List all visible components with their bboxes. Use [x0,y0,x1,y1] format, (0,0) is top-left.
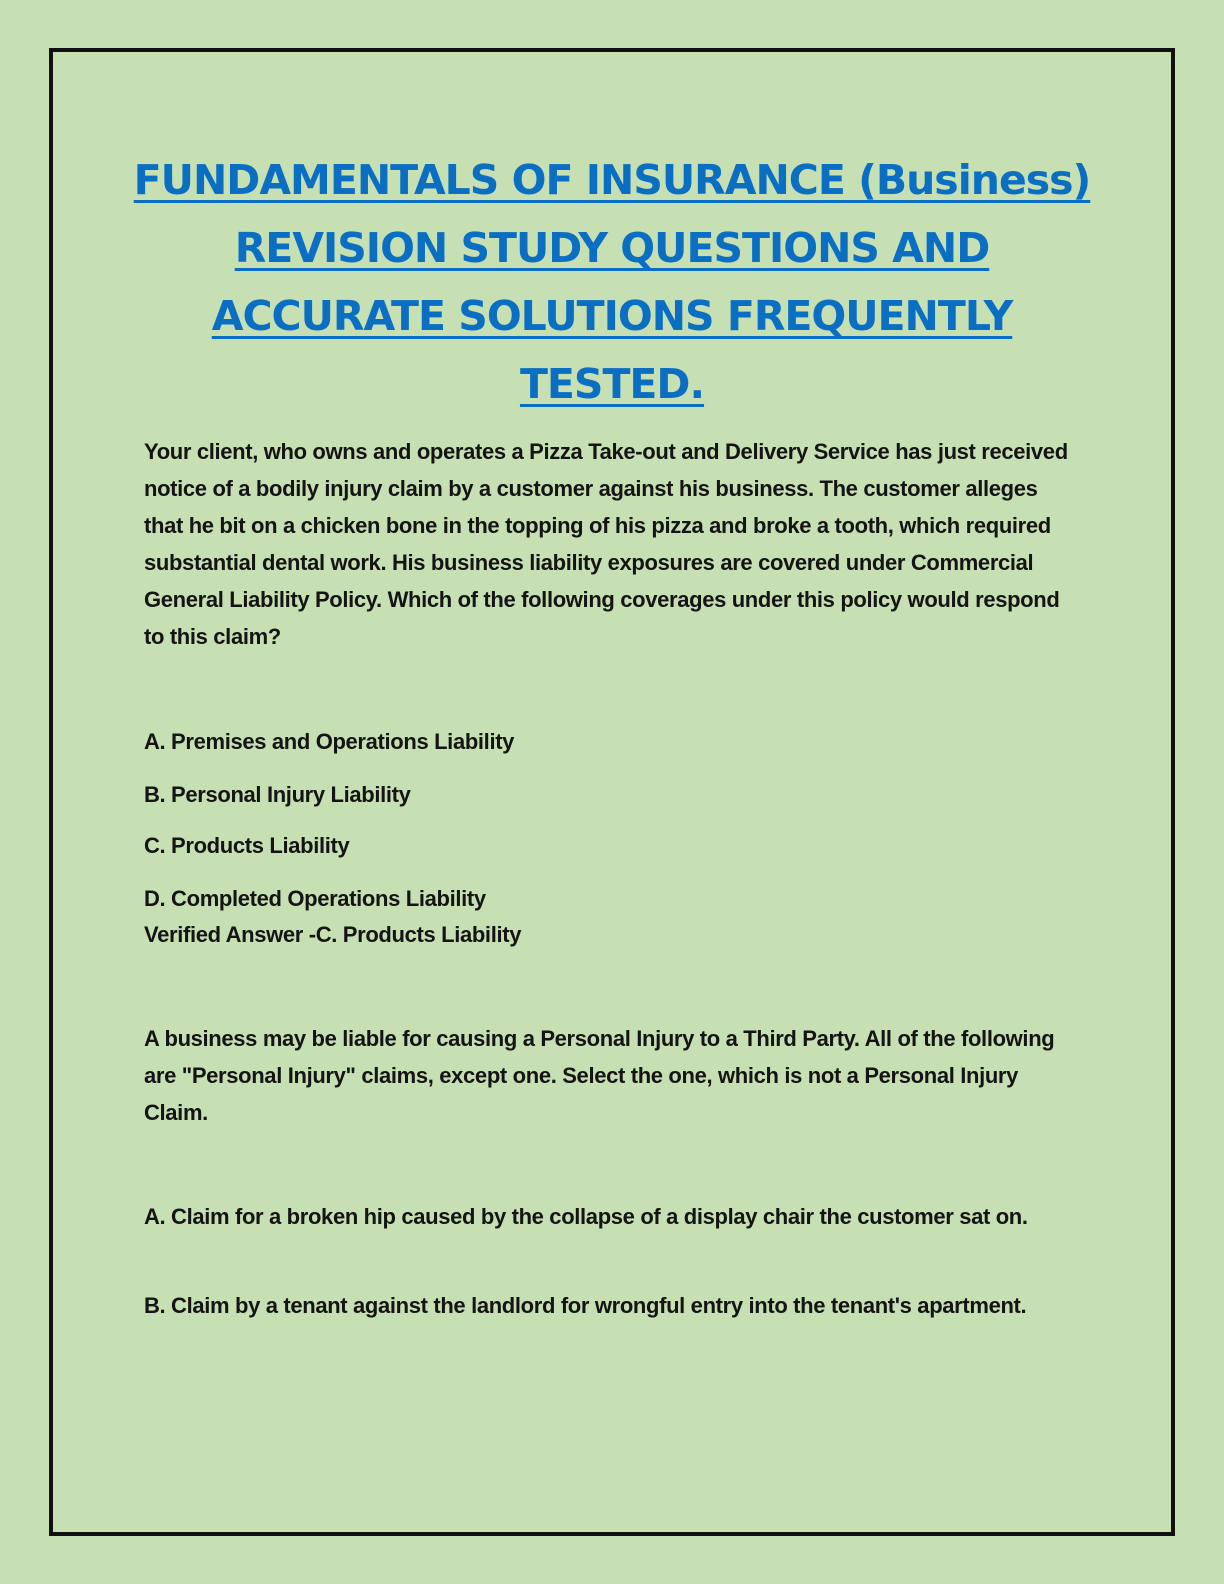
question-1-option-d: D. Completed Operations Liability [144,886,486,911]
title-line-1: FUNDAMENTALS OF INSURANCE (Business) [133,156,1091,204]
question-1-answer: Verified Answer -C. Products Liability [144,922,522,947]
question-2-option-b: B. Claim by a tenant against the landlord for wrongful entry into the tenant's apartment. [144,1293,1027,1318]
question-1-option-c: C. Products Liability [144,833,350,858]
question-1-text: Your client, who owns and operates a Pizza Take-out and Delivery Service has just received notice of a bodily injury claim by a customer against his business. The customer alleges that he bit on a chicken bone in the topping of his pizza and broke a tooth, which required substantial dental work. His business liability exposures are covered under Commercial General Liability Policy. Which of the following coverages under this policy would respond to this claim? [144,439,1068,649]
question-2-text: A business may be liable for causing a Personal Injury to a Third Party. All of the following are "Personal Injury" claims, except one. Select the one, which is not a Personal Injury Claim. [144,1026,1055,1125]
question-1-option-b: B. Personal Injury Liability [144,782,411,807]
title-line-2: REVISION STUDY QUESTIONS AND [234,224,990,272]
question-1-option-a: A. Premises and Operations Liability [144,729,515,754]
document-title [120,146,1104,418]
title-line-3: ACCURATE SOLUTIONS FREQUENTLY [211,292,1013,340]
title-line-4: TESTED. [519,360,705,408]
question-2-option-a: A. Claim for a broken hip caused by the collapse of a display chair the customer sat on. [144,1204,1028,1229]
